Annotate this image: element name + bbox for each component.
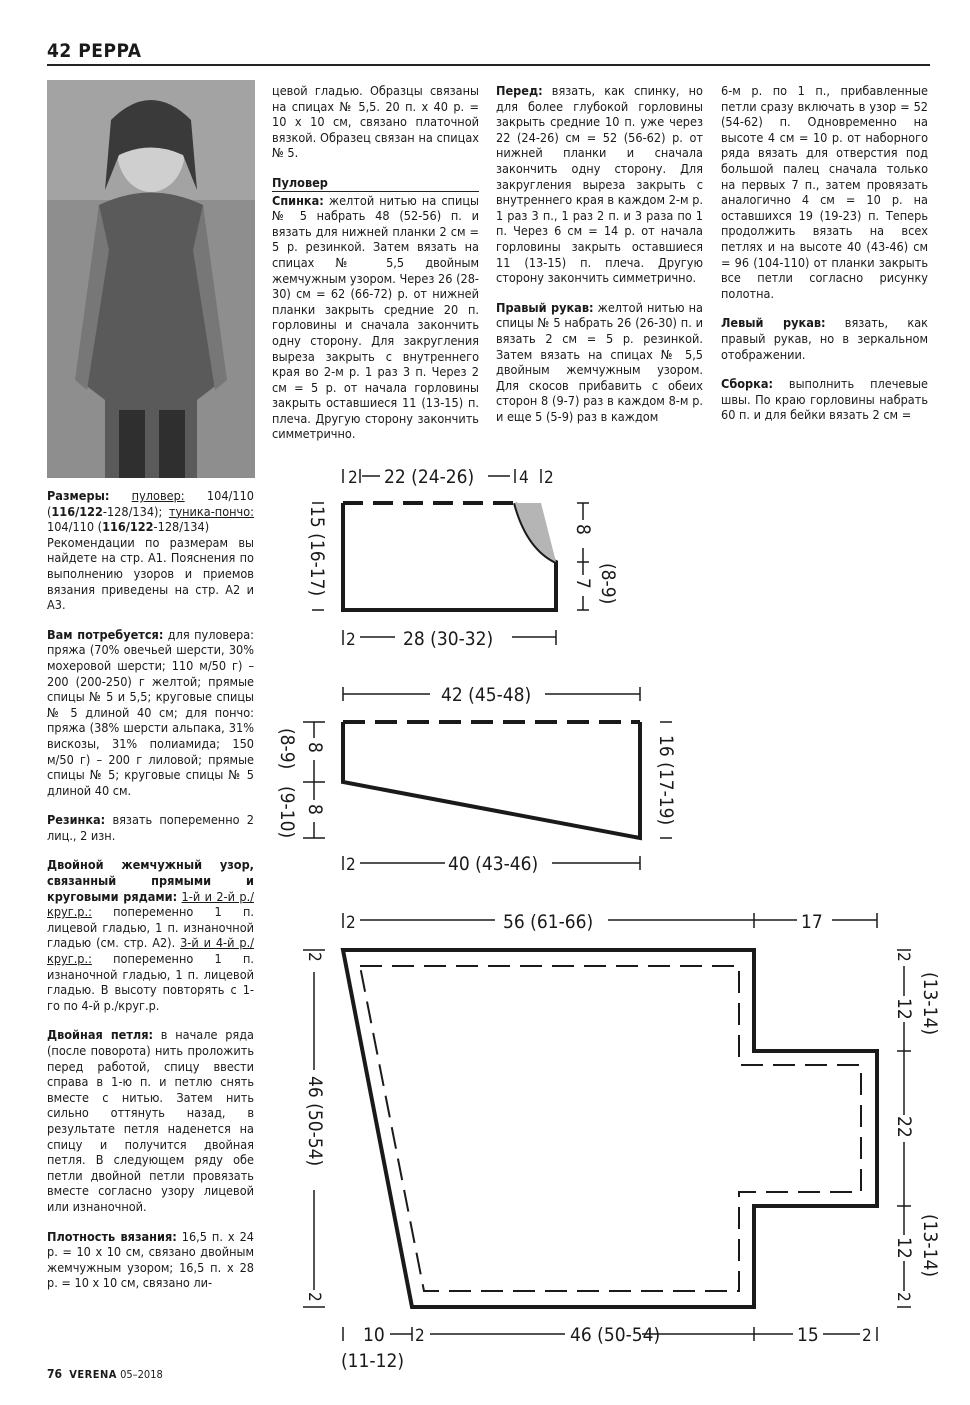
sizes-pullover-bold: 116/122 (51, 503, 103, 519)
d1-right-8: 8 (572, 524, 594, 535)
sleeve-continued: 6-м р. по 1 п., прибавленные петли сразу включать в узор = 52 (54-62) п. Одновременно на высоте 4 см = 10 р. от наборного ряда вязать для отверстия под большой палец сначала только на первых 7 п., затем провязать аналогично 4 см = 10 р. на оставшихся 19 (19-23) п. Теперь продолжить вязать на всех петлях и на высоте 40 (43-46) см = 96 (104-110) от планки закрыть все петли согласно рисунку полотна. (721, 83, 928, 301)
d1-left-height: 15 (16-17) (306, 506, 328, 597)
d2-left-alt1: (8-9) (276, 728, 298, 770)
d1-right-7: 7 (572, 578, 594, 589)
d2-bottom-2: 2 (346, 855, 356, 875)
sizes-note: Рекомендации по размерам вы найдете на стр. A1. Пояснения по выполнению узоров и приемов вязания приведены на стр. A2 и A3. (47, 534, 254, 613)
d3-right-2b: 2 (893, 1292, 913, 1302)
d3-bottom-10: 10 (363, 1324, 385, 1346)
loop-label: Двойная петля: (47, 1027, 154, 1043)
rib-text: вязать попеременно 2 лиц., 2 изн. (47, 812, 254, 843)
pullover-section-title: Пуловер (272, 175, 479, 192)
d3-right-12a: 12 (893, 998, 915, 1020)
sizes-pullover: пуловер: (131, 488, 185, 503)
d3-right-alt1: (13-14) (919, 972, 941, 1036)
d2-left-alt2: (9-10) (276, 786, 298, 839)
diagram-sleeve (303, 687, 672, 870)
neckline-fill (515, 503, 556, 562)
d2-bottom-width: 40 (43-46) (448, 853, 539, 875)
d3-left-2a: 2 (304, 952, 324, 962)
d3-bottom-15: 15 (797, 1324, 819, 1346)
diagram-back-front (312, 469, 589, 645)
d3-top-17: 17 (801, 911, 823, 933)
sizes-tunic: туника-пончо: (168, 503, 254, 519)
front-text: вязать, как спинку, но для более глубокой горловины закрыть средние 10 п. уже через 22 (24-26) см = 52 (56-62) р. от нижней планки и сначала закончить одну сторону. Для закругления выреза закрыть с внутреннего края в каждом 2-м р. 1 раз 3 п., 1 раз 2 п. и 3 раза по 1 п. Через 6 см = 14 р. от начала горловины закрыть оставшиеся 11 (13-15) п. плеча. Другую сторону закончить симметрично. (496, 83, 703, 286)
d3-left-height: 46 (50-54) (304, 1076, 326, 1167)
pearl-text-2: попеременно 1 п. изнаночной гладью, 1 п. лицевой гладью. В высоту повторять с 1-го по 4-й р./круг.р. (47, 951, 254, 1013)
loop-text: в начале ряда (после поворота) нить проложить перед работой, спицу ввести справа в 1-ю п. и петлю снять вместе с нитью. Затем нить сильно оттянуть назад, в результате петля наденется на спицу и получится двойная петля. В следующем ряду обе петли двойной петли провязать вместе согласно узору лицевой или изнаночной. (47, 1027, 254, 1214)
right-sleeve-label: Правый рукав: (496, 299, 594, 315)
issue-date: 05–2018 (120, 1368, 163, 1381)
d3-bottom-width: 46 (50-54) (570, 1324, 661, 1346)
density-text: 16,5 п. x 24 р. = 10 x 10 см, связано двойным жемчужным узором; 16,5 п. x 28 р. = 10 x 10 см, связано ли- (47, 1228, 254, 1291)
d1-top-width: 22 (24-26) (384, 466, 475, 488)
d3-bottom-2b: 2 (862, 1326, 872, 1346)
density-label: Плотность вязания: (47, 1228, 177, 1244)
page-title: 42 PEPPA (47, 40, 142, 62)
page-number: 76 (47, 1367, 63, 1381)
sizes-pullover-val: 104/110 ( (47, 488, 254, 519)
d1-top-4: 4 (519, 468, 529, 488)
poncho-outline (343, 950, 877, 1307)
d1-right-alt: (8-9) (597, 563, 619, 605)
sizes-label: Размеры: (47, 488, 110, 503)
d2-left-8b: 8 (304, 804, 326, 815)
d3-top-width: 56 (61-66) (503, 911, 594, 933)
d3-right-2a: 2 (893, 952, 913, 962)
assembly-text: выполнить плечевые швы. По краю горловины набрать 60 п. и для бейки вязать 2 см = (721, 376, 928, 423)
front-label: Перед: (496, 83, 543, 98)
d2-top-width: 42 (45-48) (441, 684, 532, 706)
rib-label: Резинка: (47, 812, 106, 828)
need-text: для пуловера: пряжа (70% овечьей шерсти, 30% мохеровой шерсти; 110 м/50 г) – 200 (200-250) г желтой; прямые спицы № 5 и 5,5; круговые спицы № 5 длиной 40 см; для пончо: пряжа (38% шерсти альпака, 31% вискозы, 31% полиамида; 150 м/50 г) – 200 г лиловой; прямые спицы № 5; круговые спицы № 5 длиной 40 см. (47, 626, 254, 798)
sleeve-outline (343, 722, 640, 838)
d2-right-height: 16 (17-19) (655, 735, 677, 826)
page-footer (47, 1367, 163, 1381)
gauge-continued: цевой гладью. Образцы связаны на спицах № 5,5. 20 п. x 40 р. = 10 x 10 см, связано платочной вязкой. Образец связан на спицах № 5. (272, 83, 479, 161)
magazine-brand: VERENA (69, 1368, 117, 1381)
right-sleeve-text: желтой нитью на спицы № 5 набрать 26 (26-30) п. и вязать 2 см = 5 р. резинкой. Затем вязать на спицах № 5,5 двойным жемчужным узором. Для скосов прибавить с обеих сторон 8 (9-7) раз в каждом 8-м р. и еще 5 (5-9) раз в каждом (496, 299, 703, 424)
d2-left-8a: 8 (304, 742, 326, 753)
d1-bottom-2: 2 (346, 630, 356, 650)
need-label: Вам потребуется: (47, 626, 164, 642)
sizes-tunic-rest: -128/134) (153, 519, 210, 535)
pearl-rows-2: 3-й и 4-й р./круг.р.: (47, 935, 254, 967)
back-text: желтой нитью на спицы № 5 набрать 48 (52-56) п. и вязать для нижней планки 2 см = 5 р. резинкой. Затем вязать на спицах № 5,5 двойным жемчужным узором. Через 26 (28-30) см = 62 (66-72) р. от нижней планки закрыть средние 20 п. горловины и сначала закончить одну сторону. Для закругления выреза закрыть с внутреннего края во 2-м р. 1 раз 3 п. Через 2 см = 5 р. от начала горловины закрыть оставшиеся 11 (13-15) п. плеча. Другую сторону закончить симметрично. (272, 192, 479, 442)
poncho-inner-dashed (360, 966, 861, 1291)
d3-right-alt2: (13-14) (919, 1214, 941, 1278)
pearl-rows-1: 1-й и 2-й р./круг.р.: (47, 888, 254, 920)
assembly-label: Сборка: (721, 376, 773, 392)
sizes-tunic-val: 104/110 ( (47, 519, 103, 535)
d3-bottom-10-alt: (11-12) (341, 1350, 405, 1372)
pearl-text-1: попеременно 1 п. лицевой гладью, 1 п. изнаночной гладью (см. стр. A2). (47, 904, 254, 951)
d1-top-2b: 2 (544, 468, 554, 488)
d1-bottom-width: 28 (30-32) (403, 628, 494, 650)
back-label: Спинка: (272, 192, 324, 208)
pearl-label: Двойной жемчужный узор, связанный прямыми и круговыми рядами: (47, 857, 254, 904)
d3-left-2b: 2 (304, 1292, 324, 1302)
d3-top-2: 2 (346, 913, 356, 933)
diagram-poncho (303, 913, 911, 1341)
sizes-pullover-rest: -128/134); (102, 503, 163, 519)
left-sleeve-text: вязать, как правый рукав, но в зеркальном отображении. (721, 315, 928, 362)
sizes-tunic-bold: 116/122 (102, 519, 154, 535)
d1-top-2: 2 (348, 468, 358, 488)
left-sleeve-label: Левый рукав: (721, 315, 826, 331)
d3-right-12b: 12 (893, 1237, 915, 1259)
d3-right-22: 22 (893, 1116, 915, 1138)
d3-bottom-2a: 2 (415, 1326, 425, 1346)
